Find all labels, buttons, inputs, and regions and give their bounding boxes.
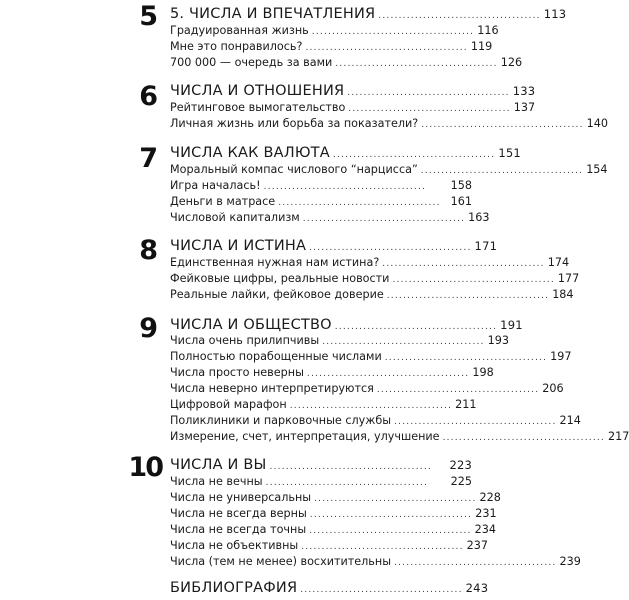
leader-dots: ........................................: [300, 585, 463, 595]
leader-dots: ........................................: [302, 214, 466, 224]
page-number: 133: [512, 84, 536, 98]
section-row[interactable]: [170, 195, 472, 208]
page-number: 137: [513, 101, 536, 114]
section-title: Мне это понравилось?: [170, 40, 303, 53]
section-title: Личная жизнь или борьба за показатели?: [170, 117, 419, 130]
section-title: Фейковые цифры, реальные новости: [170, 272, 390, 285]
page-number: 116: [477, 24, 499, 37]
page-number: 193: [487, 334, 509, 347]
page-number: 191: [500, 318, 523, 332]
chapter-title: 5. ЧИСЛА И ВПЕЧАТЛЕНИЯ: [170, 6, 376, 22]
page-number: 206: [542, 382, 564, 395]
page-number: 223: [449, 458, 472, 472]
leader-dots: ........................................: [278, 198, 441, 208]
page-number: 214: [559, 414, 581, 427]
chapter-number: 8: [139, 235, 158, 266]
page-number: 174: [547, 256, 570, 269]
leader-dots: ........................................: [421, 120, 584, 130]
section-row[interactable]: [170, 430, 629, 443]
section-title: Числа не объективны: [170, 539, 299, 552]
section-row[interactable]: [170, 382, 564, 395]
leader-dots: ........................................: [305, 43, 468, 53]
page-number: 231: [475, 507, 497, 520]
section-row[interactable]: [170, 414, 581, 427]
leader-dots: ........................................: [314, 494, 477, 504]
leader-dots: ........................................: [378, 11, 541, 21]
leader-dots: ........................................: [392, 275, 555, 285]
section-title: Поликлиники и парковочные службы: [170, 414, 392, 427]
chapter-title: ЧИСЛА И ОТНОШЕНИЯ: [170, 83, 345, 99]
bibliography-title: БИБЛИОГРАФИЯ: [170, 580, 298, 596]
page-number: 177: [557, 272, 580, 285]
leader-dots: ........................................: [269, 462, 432, 472]
section-title: Деньги в матрасе: [170, 195, 276, 208]
chapter-number: 9: [139, 313, 158, 344]
page-number: 154: [586, 163, 608, 176]
leader-dots: ........................................: [332, 150, 496, 160]
leader-dots: ........................................: [306, 369, 470, 379]
section-row[interactable]: [170, 366, 494, 379]
leader-dots: ........................................: [289, 401, 453, 411]
page-number: 228: [479, 491, 501, 504]
leader-dots: ........................................: [311, 27, 475, 37]
chapter-title-row[interactable]: [170, 83, 536, 99]
leader-dots: ........................................: [376, 385, 540, 395]
chapter-title-row[interactable]: [170, 238, 498, 254]
section-title: Реальные лайки, фейковое доверие: [170, 288, 384, 301]
section-title: 700 000 — очередь за вами: [170, 56, 333, 69]
leader-dots: ........................................: [394, 417, 557, 427]
section-title: Цифровой марафон: [170, 398, 287, 411]
section-row[interactable]: [170, 475, 472, 488]
page-number: 211: [455, 398, 477, 411]
leader-dots: ........................................: [301, 542, 464, 552]
section-row[interactable]: [170, 398, 477, 411]
leader-dots: ........................................: [347, 88, 510, 98]
page-number: 113: [543, 7, 567, 21]
chapter-title: ЧИСЛА И ИСТИНА: [170, 238, 307, 254]
page-number: 225: [450, 475, 472, 488]
section-title: Числа очень прилипчивы: [170, 334, 320, 347]
section-title: Числа не всегда верны: [170, 507, 307, 520]
section-title: Числа не вечны: [170, 475, 263, 488]
leader-dots: ........................................: [334, 322, 498, 332]
page-number: 161: [450, 195, 472, 208]
section-title: Измерение, счет, интерпретация, улучшение: [170, 430, 440, 443]
chapter-number: 7: [139, 143, 158, 174]
page-number: 158: [450, 179, 472, 192]
leader-dots: ........................................: [322, 337, 485, 347]
leader-dots: ........................................: [309, 243, 472, 253]
section-title: Игра началась!: [170, 179, 261, 192]
chapter-title-row[interactable]: [170, 457, 472, 473]
page-number: 140: [586, 117, 609, 130]
section-row[interactable]: [170, 56, 523, 69]
page-number: 119: [470, 40, 493, 53]
section-title: Единственная нужная нам истина?: [170, 256, 380, 269]
page-number: 234: [474, 523, 496, 536]
chapter-title: ЧИСЛА И ВЫ: [170, 457, 267, 473]
section-row[interactable]: [170, 334, 509, 347]
section-row[interactable]: [170, 179, 472, 192]
leader-dots: ........................................: [263, 182, 427, 192]
section-title: Моральный компас числового “нарцисса”: [170, 163, 418, 176]
page-number: 217: [608, 430, 629, 443]
leader-dots: ........................................: [348, 104, 511, 114]
section-row[interactable]: [170, 256, 570, 269]
section-row[interactable]: [170, 272, 580, 285]
section-title: Рейтинговое вымогательство: [170, 101, 346, 114]
section-title: Числа просто неверны: [170, 366, 304, 379]
leader-dots: ........................................: [382, 259, 545, 269]
bibliography-row[interactable]: [170, 580, 489, 596]
section-row[interactable]: [170, 288, 574, 301]
section-row[interactable]: [170, 523, 496, 536]
section-row[interactable]: [170, 117, 609, 130]
leader-dots: ........................................: [442, 433, 605, 443]
section-title: Числа не универсальны: [170, 491, 312, 504]
leader-dots: ........................................: [335, 59, 498, 69]
chapter-number: 5: [139, 1, 158, 32]
page-number: 184: [552, 288, 574, 301]
page-number: 239: [559, 555, 581, 568]
page-number: 243: [465, 581, 489, 595]
leader-dots: ........................................: [386, 291, 550, 301]
page-number: 171: [474, 239, 498, 253]
section-row[interactable]: [170, 163, 608, 176]
page-number: 197: [550, 350, 572, 363]
section-row[interactable]: [170, 211, 490, 224]
chapter-title: ЧИСЛА И ОБЩЕСТВО: [170, 317, 332, 333]
page-number: 151: [498, 146, 521, 160]
leader-dots: ........................................: [265, 478, 429, 488]
chapter-title: ЧИСЛА КАК ВАЛЮТА: [170, 145, 330, 161]
leader-dots: ........................................: [309, 526, 472, 536]
section-row[interactable]: [170, 491, 501, 504]
section-title: Числа неверно интерпретируются: [170, 382, 374, 395]
page-number: 237: [466, 539, 489, 552]
chapter-title-row[interactable]: [170, 6, 567, 22]
leader-dots: ........................................: [420, 166, 584, 176]
page-number: 126: [500, 56, 523, 69]
section-row[interactable]: [170, 40, 493, 53]
section-row[interactable]: [170, 539, 489, 552]
section-row[interactable]: [170, 350, 572, 363]
section-row[interactable]: [170, 555, 581, 568]
leader-dots: ........................................: [394, 558, 557, 568]
page-number: 163: [468, 211, 490, 224]
section-title: Градуированная жизнь: [170, 24, 309, 37]
section-row[interactable]: [170, 101, 536, 114]
chapter-title-row[interactable]: [170, 145, 521, 161]
section-row[interactable]: [170, 507, 497, 520]
chapter-title-row[interactable]: [170, 317, 523, 333]
section-title: Числа (тем не менее) восхитительны: [170, 555, 392, 568]
section-title: Числа не всегда точны: [170, 523, 307, 536]
leader-dots: ........................................: [309, 510, 473, 520]
chapter-number: 10: [128, 452, 162, 483]
section-row[interactable]: [170, 24, 499, 37]
chapter-number: 6: [139, 81, 158, 112]
page-number: 198: [472, 366, 494, 379]
section-title: Полностью порабощенные числами: [170, 350, 382, 363]
section-title: Числовой капитализм: [170, 211, 300, 224]
leader-dots: ........................................: [384, 353, 548, 363]
